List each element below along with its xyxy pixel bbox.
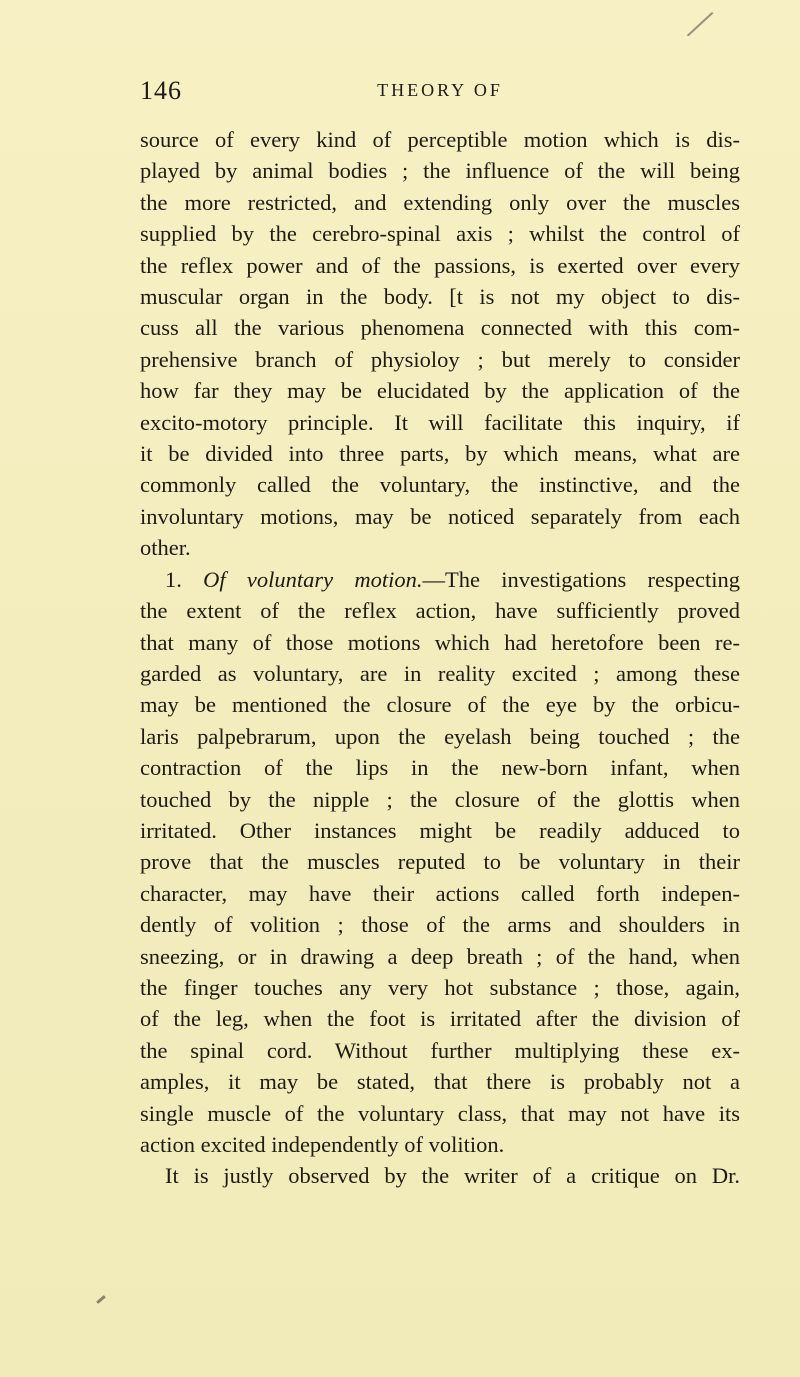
text-line: other. — [140, 535, 191, 561]
text-line: how far they may be elucidated by the application of the — [140, 378, 740, 404]
text-line: cuss all the various phenomena connected with this com- — [140, 315, 740, 341]
section-number: 1. — [165, 566, 182, 592]
page-header — [140, 76, 740, 116]
text-line: the reflex power and of the passions, is exerted over every — [140, 252, 740, 278]
text-line: the spinal cord. Without further multiplying these ex- — [140, 1037, 740, 1063]
text-line: supplied by the cerebro-spinal axis ; whilst the control of — [140, 221, 740, 247]
text-line: touched by the nipple ; the closure of the glottis when — [140, 786, 740, 812]
text-line: action excited independently of volition. — [140, 1132, 505, 1157]
text-line: played by animal bodies ; the influence of the will being — [140, 158, 740, 184]
text-line: may be mentioned the closure of the eye by the orbicu- — [140, 692, 740, 718]
running-head: THEORY OF — [377, 80, 503, 100]
text-line: that many of those motions which had heretofore been re- — [140, 629, 740, 655]
section-title: Of voluntary motion. — [203, 566, 423, 592]
text-line: muscular organ in the body. [t is not my object to dis- — [140, 284, 740, 310]
text-line: irritated. Other instances might be readily adduced to — [140, 817, 740, 843]
text-line: the extent of the reflex action, have sufficiently proved — [140, 598, 740, 624]
text-line: dently of volition ; those of the arms and shoulders in — [140, 912, 740, 938]
text-line: prove that the muscles reputed to be voluntary in their — [140, 849, 740, 875]
section-heading-line — [140, 564, 740, 595]
text-line: amples, it may be stated, that there is probably not a — [140, 1069, 740, 1095]
text-line: the more restricted, and extending only over the muscles — [140, 189, 740, 215]
text-line: excito-motory principle. It will facilitate this inquiry, if — [140, 409, 740, 435]
text-line: it be divided into three parts, by which means, what are — [140, 441, 740, 467]
text-line: contraction of the lips in the new-born infant, when — [140, 755, 740, 781]
text-line: garded as voluntary, are in reality excited ; among these — [140, 660, 740, 686]
text-line: involuntary motions, may be noticed separately from each — [140, 503, 740, 529]
text-line: sneezing, or in drawing a deep breath ; of the hand, when — [140, 943, 740, 969]
text-line: It is justly observed by the writer of a critique on Dr. — [165, 1163, 740, 1189]
text-line: of the leg, when the foot is irritated after the division of — [140, 1006, 740, 1032]
corner-pencil-mark: ╱ — [687, 8, 713, 41]
section-first-line-text: —The investigations respecting — [422, 566, 740, 592]
page-number: 146 — [140, 76, 182, 105]
text-line: single muscle of the voluntary class, that may not have its — [140, 1100, 740, 1126]
text-line: the finger touches any very hot substance ; those, again, — [140, 974, 740, 1000]
text-line: character, may have their actions called forth indepen- — [140, 880, 740, 906]
text-line: prehensive branch of physioloy ; but merely to consider — [140, 346, 740, 372]
text-line: laris palpebrarum, upon the eyelash being touched ; the — [140, 723, 740, 749]
text-line: commonly called the voluntary, the instinctive, and the — [140, 472, 740, 498]
margin-pencil-mark — [96, 1295, 106, 1304]
text-line: source of every kind of perceptible motion which is dis- — [140, 127, 740, 152]
body-text — [140, 124, 740, 1192]
